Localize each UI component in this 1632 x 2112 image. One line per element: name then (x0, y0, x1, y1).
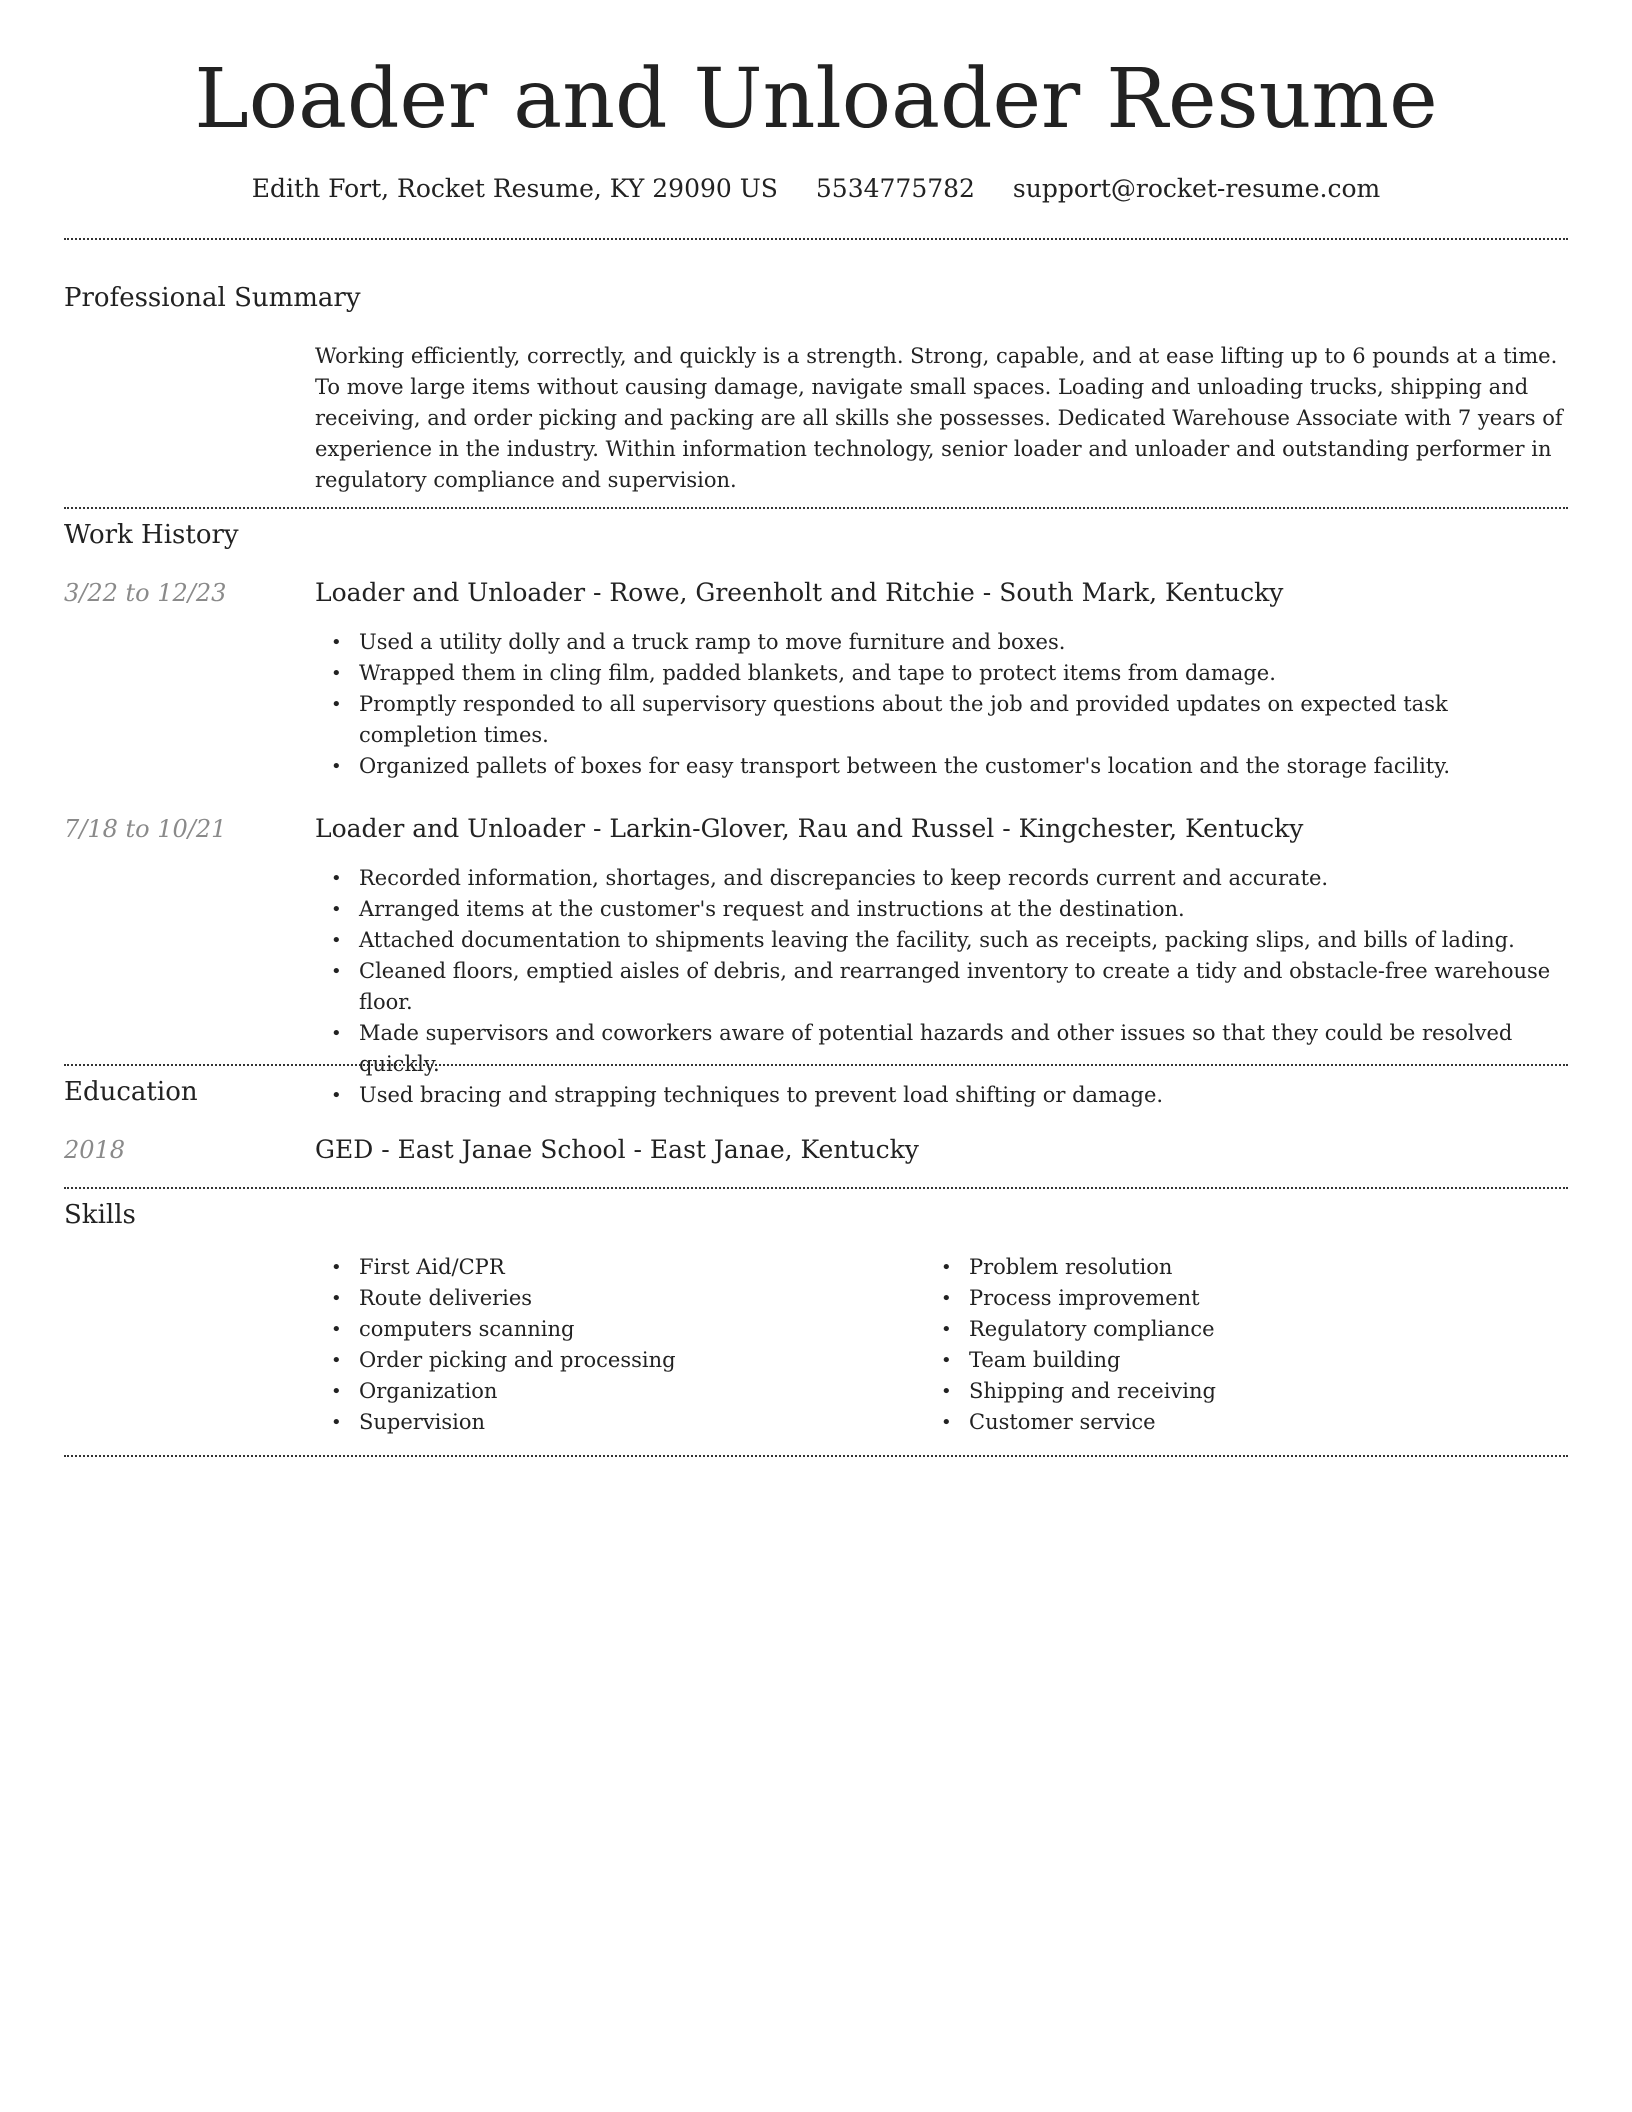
list-item: • Organized pallets of boxes for easy transport between the customer's location and the storage facility. (315, 751, 1567, 782)
list-item: • Arranged items at the customer's request and instructions at the destination. (315, 894, 1567, 925)
education-title: GED - East Janae School - East Janae, Kentucky (315, 1135, 919, 1164)
skills-list-left (315, 1252, 915, 1438)
resume-title: Loader and Unloader Resume (194, 52, 1438, 147)
list-item: • computers scanning (315, 1314, 915, 1345)
summary-heading: Professional Summary (64, 283, 361, 313)
list-item: • Regulatory compliance (925, 1314, 1525, 1345)
skills-list-right (925, 1252, 1525, 1438)
job-dates: 7/18 to 10/21 (64, 815, 227, 843)
job-bullets (315, 627, 1567, 782)
contact-phone: 5534775782 (815, 174, 975, 203)
list-item: • Organization (315, 1376, 915, 1407)
list-item: • Shipping and receiving (925, 1376, 1525, 1407)
list-item: • Process improvement (925, 1283, 1525, 1314)
work-history-heading: Work History (64, 520, 239, 550)
list-item: • Made supervisors and coworkers aware of potential hazards and other issues so that they could be resolved quickly. (315, 1018, 1567, 1080)
list-item: • Promptly responded to all supervisory questions about the job and provided updates on expected task completion times. (315, 689, 1567, 751)
list-item: • Customer service (925, 1407, 1525, 1438)
list-item: • Cleaned floors, emptied aisles of debris, and rearranged inventory to create a tidy and obstacle-free warehouse floor. (315, 956, 1567, 1018)
list-item: • Used a utility dolly and a truck ramp to move furniture and boxes. (315, 627, 1567, 658)
list-item: • Used bracing and strapping techniques to prevent load shifting or damage. (315, 1080, 1567, 1111)
education-heading: Education (64, 1077, 198, 1107)
list-item: • Problem resolution (925, 1252, 1525, 1283)
divider (64, 1455, 1568, 1457)
job-bullets (315, 863, 1567, 1111)
list-item: • Route deliveries (315, 1283, 915, 1314)
contact-line (0, 172, 1632, 206)
education-year: 2018 (64, 1136, 126, 1164)
list-item: • First Aid/CPR (315, 1252, 915, 1283)
divider (64, 1064, 1568, 1066)
skills-heading: Skills (64, 1200, 136, 1230)
divider (64, 1187, 1568, 1189)
list-item: • Supervision (315, 1407, 915, 1438)
contact-email: support@rocket-resume.com (1012, 174, 1381, 203)
list-item: • Attached documentation to shipments leaving the facility, such as receipts, packing slips, and bills of lading. (315, 925, 1567, 956)
list-item: • Order picking and processing (315, 1345, 915, 1376)
contact-address: Edith Fort, Rocket Resume, KY 29090 US (251, 174, 778, 203)
divider (64, 238, 1568, 240)
job-dates: 3/22 to 12/23 (64, 579, 227, 607)
job-title: Loader and Unloader - Larkin-Glover, Rau and Russel - Kingchester, Kentucky (315, 814, 1304, 843)
list-item: • Team building (925, 1345, 1525, 1376)
summary-text: Working efficiently, correctly, and quickly is a strength. Strong, capable, and at ease lifting up to 6 pounds at a time. To move large items without causing damage, navigate small spaces. Loading and unloading trucks, shipping and receiving, and order picking and packing are all skills she possesses. Dedicated Warehouse Associate with 7 years of experience in the industry. Within information technology, senior loader and unloader and outstanding performer in regulatory compliance and supervision. (315, 344, 1563, 492)
list-item: • Recorded information, shortages, and discrepancies to keep records current and accurate. (315, 863, 1567, 894)
job-title: Loader and Unloader - Rowe, Greenholt and Ritchie - South Mark, Kentucky (315, 578, 1284, 607)
list-item: • Wrapped them in cling film, padded blankets, and tape to protect items from damage. (315, 658, 1567, 689)
divider (64, 507, 1568, 509)
